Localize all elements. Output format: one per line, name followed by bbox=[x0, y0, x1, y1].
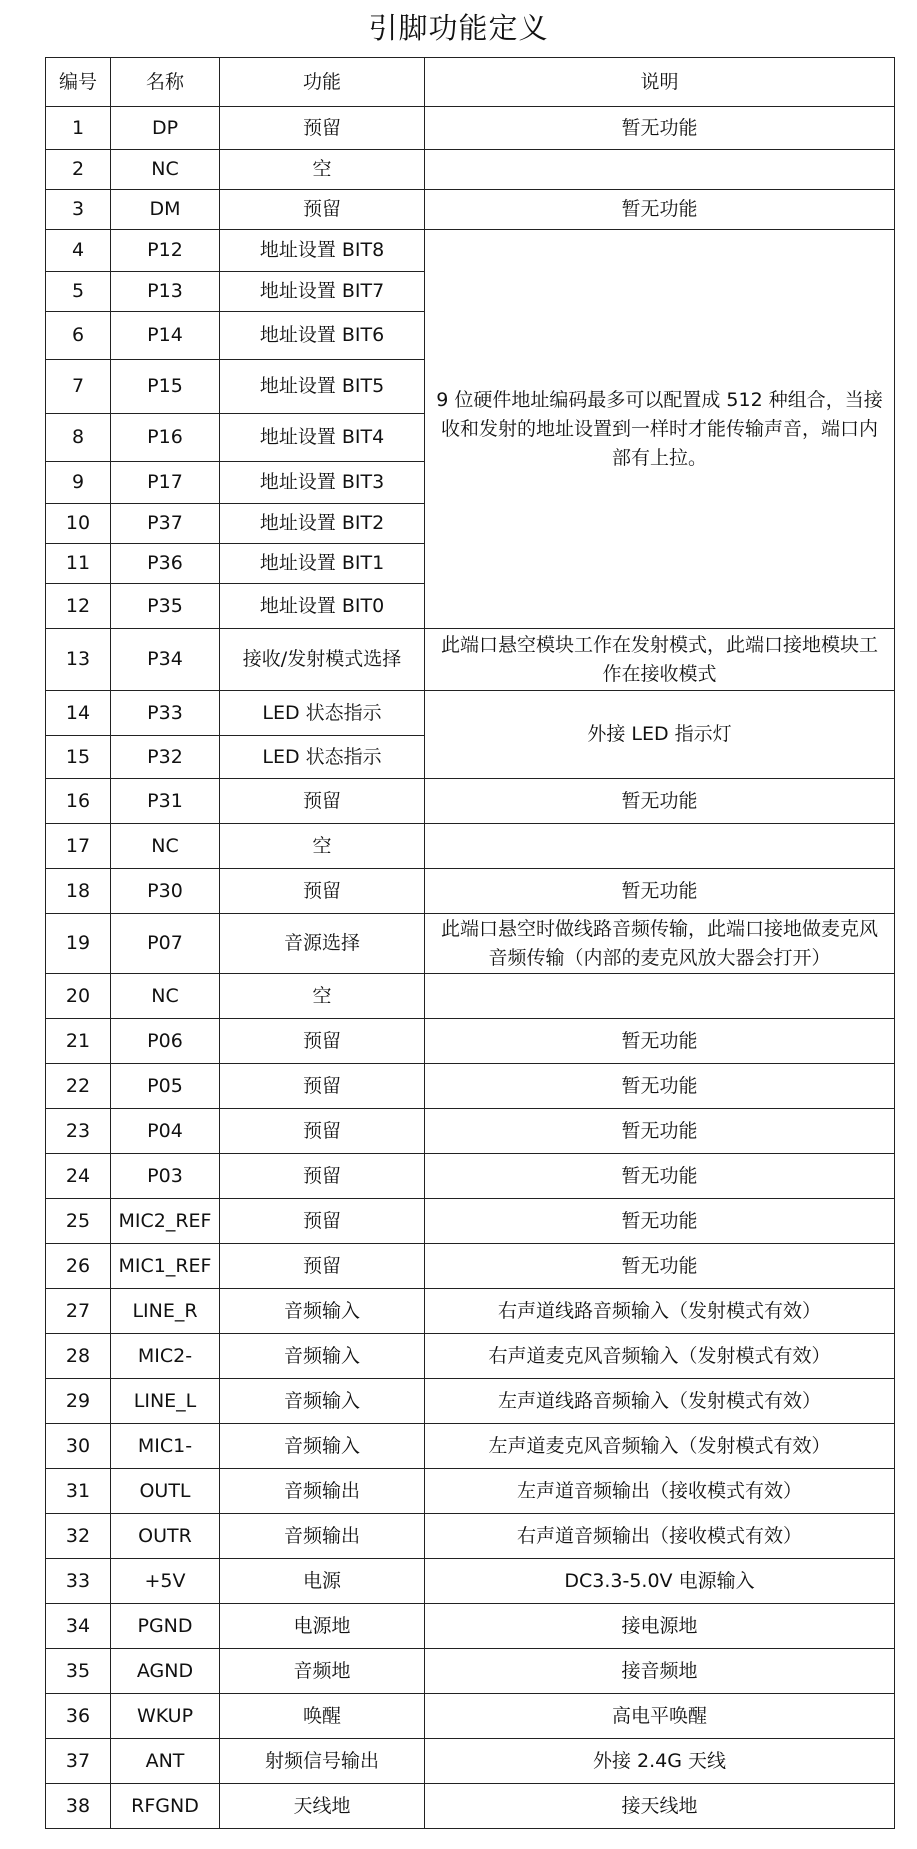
pin-function: 音频地 bbox=[220, 1649, 425, 1694]
pin-description: 接电源地 bbox=[425, 1604, 895, 1649]
pin-function: 地址设置 BIT5 bbox=[220, 360, 425, 414]
header-description: 说明 bbox=[425, 58, 895, 107]
pin-function: 音频输入 bbox=[220, 1289, 425, 1334]
pin-name: OUTR bbox=[111, 1514, 220, 1559]
pin-number: 6 bbox=[46, 312, 111, 360]
pin-function: 预留 bbox=[220, 1019, 425, 1064]
header-function: 功能 bbox=[220, 58, 425, 107]
pin-name: P30 bbox=[111, 869, 220, 914]
pin-name: P35 bbox=[111, 584, 220, 629]
pin-description bbox=[425, 150, 895, 190]
pin-number: 13 bbox=[46, 629, 111, 691]
pin-name: NC bbox=[111, 150, 220, 190]
pin-description: 左声道音频输出（接收模式有效） bbox=[425, 1469, 895, 1514]
table-row bbox=[46, 779, 895, 824]
pin-name: AGND bbox=[111, 1649, 220, 1694]
table-row bbox=[46, 1199, 895, 1244]
pin-number: 26 bbox=[46, 1244, 111, 1289]
pin-function: 预留 bbox=[220, 1154, 425, 1199]
header-number: 编号 bbox=[46, 58, 111, 107]
pin-function: 地址设置 BIT0 bbox=[220, 584, 425, 629]
pin-name: P17 bbox=[111, 462, 220, 504]
table-row bbox=[46, 974, 895, 1019]
pin-function: 音频输出 bbox=[220, 1514, 425, 1559]
pin-function: LED 状态指示 bbox=[220, 736, 425, 779]
pin-description: 此端口悬空模块工作在发射模式，此端口接地模块工作在接收模式 bbox=[425, 629, 895, 691]
pin-number: 18 bbox=[46, 869, 111, 914]
pin-name: P04 bbox=[111, 1109, 220, 1154]
pin-function: 天线地 bbox=[220, 1784, 425, 1829]
pin-name: P34 bbox=[111, 629, 220, 691]
table-row bbox=[46, 1559, 895, 1604]
pin-description bbox=[425, 824, 895, 869]
pin-number: 9 bbox=[46, 462, 111, 504]
pin-name: P14 bbox=[111, 312, 220, 360]
table-row bbox=[46, 1334, 895, 1379]
pin-function: 预留 bbox=[220, 1109, 425, 1154]
pin-number: 29 bbox=[46, 1379, 111, 1424]
pin-number: 25 bbox=[46, 1199, 111, 1244]
table-row bbox=[46, 1784, 895, 1829]
pin-name: P13 bbox=[111, 272, 220, 312]
table-row bbox=[46, 824, 895, 869]
pin-number: 14 bbox=[46, 691, 111, 736]
pin-description: 左声道线路音频输入（发射模式有效） bbox=[425, 1379, 895, 1424]
pin-name: P37 bbox=[111, 504, 220, 544]
table-body bbox=[46, 107, 895, 1829]
pin-function: 空 bbox=[220, 150, 425, 190]
pin-function: 音频输出 bbox=[220, 1469, 425, 1514]
pin-function: 预留 bbox=[220, 1199, 425, 1244]
pin-name: PGND bbox=[111, 1604, 220, 1649]
pin-number: 21 bbox=[46, 1019, 111, 1064]
pin-description: 接音频地 bbox=[425, 1649, 895, 1694]
pin-description: 右声道麦克风音频输入（发射模式有效） bbox=[425, 1334, 895, 1379]
pin-function: 预留 bbox=[220, 1244, 425, 1289]
pin-name: P03 bbox=[111, 1154, 220, 1199]
pin-name: WKUP bbox=[111, 1694, 220, 1739]
pin-number: 30 bbox=[46, 1424, 111, 1469]
pin-description: 暂无功能 bbox=[425, 1154, 895, 1199]
page-title: 引脚功能定义 bbox=[368, 11, 549, 45]
pin-name: P05 bbox=[111, 1064, 220, 1109]
pin-number: 33 bbox=[46, 1559, 111, 1604]
pin-number: 3 bbox=[46, 190, 111, 230]
pin-name: NC bbox=[111, 974, 220, 1019]
pin-function: 预留 bbox=[220, 190, 425, 230]
table-row bbox=[46, 914, 895, 974]
pin-function: 音频输入 bbox=[220, 1334, 425, 1379]
pin-number: 4 bbox=[46, 230, 111, 272]
pin-description: 暂无功能 bbox=[425, 107, 895, 150]
pin-description: 右声道音频输出（接收模式有效） bbox=[425, 1514, 895, 1559]
pin-number: 35 bbox=[46, 1649, 111, 1694]
pin-name: DM bbox=[111, 190, 220, 230]
pin-function: 唤醒 bbox=[220, 1694, 425, 1739]
pin-description bbox=[425, 974, 895, 1019]
pin-description: 暂无功能 bbox=[425, 190, 895, 230]
pin-name: P12 bbox=[111, 230, 220, 272]
pin-number: 20 bbox=[46, 974, 111, 1019]
pin-description: 暂无功能 bbox=[425, 1064, 895, 1109]
pin-name: P36 bbox=[111, 544, 220, 584]
table-row bbox=[46, 1469, 895, 1514]
table-row bbox=[46, 1289, 895, 1334]
pin-description: 暂无功能 bbox=[425, 1199, 895, 1244]
pin-number: 5 bbox=[46, 272, 111, 312]
table-row bbox=[46, 1109, 895, 1154]
pin-number: 31 bbox=[46, 1469, 111, 1514]
table-row bbox=[46, 629, 895, 691]
pin-function: 音频输入 bbox=[220, 1424, 425, 1469]
pin-number: 38 bbox=[46, 1784, 111, 1829]
pin-number: 7 bbox=[46, 360, 111, 414]
pin-name: P33 bbox=[111, 691, 220, 736]
pin-function: 电源 bbox=[220, 1559, 425, 1604]
header-name: 名称 bbox=[111, 58, 220, 107]
pin-description: 9 位硬件地址编码最多可以配置成 512 种组合，当接收和发射的地址设置到一样时才能传输声音，端口内部有上拉。 bbox=[425, 230, 895, 629]
pin-description: 接天线地 bbox=[425, 1784, 895, 1829]
table-row bbox=[46, 1739, 895, 1784]
table-row bbox=[46, 691, 895, 736]
pin-number: 1 bbox=[46, 107, 111, 150]
pin-function: 预留 bbox=[220, 107, 425, 150]
pin-name: RFGND bbox=[111, 1784, 220, 1829]
pin-name: P15 bbox=[111, 360, 220, 414]
pin-function: LED 状态指示 bbox=[220, 691, 425, 736]
pin-number: 24 bbox=[46, 1154, 111, 1199]
pin-function: 地址设置 BIT6 bbox=[220, 312, 425, 360]
table-row bbox=[46, 150, 895, 190]
pin-name: LINE_R bbox=[111, 1289, 220, 1334]
pin-name: OUTL bbox=[111, 1469, 220, 1514]
pin-description: 暂无功能 bbox=[425, 1019, 895, 1064]
table-row bbox=[46, 230, 895, 272]
table-row bbox=[46, 1649, 895, 1694]
pin-name: P07 bbox=[111, 914, 220, 974]
table-row bbox=[46, 1694, 895, 1739]
pin-function: 地址设置 BIT3 bbox=[220, 462, 425, 504]
table-row bbox=[46, 1064, 895, 1109]
table-row bbox=[46, 190, 895, 230]
table-row bbox=[46, 1514, 895, 1559]
pin-description: 暂无功能 bbox=[425, 779, 895, 824]
pin-number: 28 bbox=[46, 1334, 111, 1379]
pin-description: 暂无功能 bbox=[425, 869, 895, 914]
pin-description: 高电平唤醒 bbox=[425, 1694, 895, 1739]
table-row bbox=[46, 1604, 895, 1649]
pin-number: 19 bbox=[46, 914, 111, 974]
pin-name: P31 bbox=[111, 779, 220, 824]
pin-description: 外接 2.4G 天线 bbox=[425, 1739, 895, 1784]
table-row bbox=[46, 1379, 895, 1424]
pin-description: 暂无功能 bbox=[425, 1109, 895, 1154]
table-row bbox=[46, 1424, 895, 1469]
table-row bbox=[46, 869, 895, 914]
pin-name: +5V bbox=[111, 1559, 220, 1604]
pin-function: 射频信号输出 bbox=[220, 1739, 425, 1784]
pin-number: 11 bbox=[46, 544, 111, 584]
pin-description: 外接 LED 指示灯 bbox=[425, 691, 895, 779]
pin-function: 电源地 bbox=[220, 1604, 425, 1649]
pin-number: 15 bbox=[46, 736, 111, 779]
pin-function: 预留 bbox=[220, 779, 425, 824]
pin-function: 接收/发射模式选择 bbox=[220, 629, 425, 691]
table-row bbox=[46, 1019, 895, 1064]
pin-number: 34 bbox=[46, 1604, 111, 1649]
pin-number: 36 bbox=[46, 1694, 111, 1739]
pin-description: 右声道线路音频输入（发射模式有效） bbox=[425, 1289, 895, 1334]
pin-number: 10 bbox=[46, 504, 111, 544]
pin-name: P32 bbox=[111, 736, 220, 779]
pin-number: 2 bbox=[46, 150, 111, 190]
pin-function: 音频输入 bbox=[220, 1379, 425, 1424]
pin-name: MIC1- bbox=[111, 1424, 220, 1469]
pin-function: 地址设置 BIT8 bbox=[220, 230, 425, 272]
pin-name: DP bbox=[111, 107, 220, 150]
pin-function: 地址设置 BIT1 bbox=[220, 544, 425, 584]
pin-name: NC bbox=[111, 824, 220, 869]
pin-number: 17 bbox=[46, 824, 111, 869]
pin-definition-table bbox=[45, 57, 895, 1829]
pin-number: 27 bbox=[46, 1289, 111, 1334]
pin-number: 12 bbox=[46, 584, 111, 629]
pin-function: 地址设置 BIT2 bbox=[220, 504, 425, 544]
pin-function: 预留 bbox=[220, 1064, 425, 1109]
pin-function: 地址设置 BIT7 bbox=[220, 272, 425, 312]
pin-description: 此端口悬空时做线路音频传输，此端口接地做麦克风音频传输（内部的麦克风放大器会打开） bbox=[425, 914, 895, 974]
table-header-row bbox=[46, 58, 895, 107]
pin-number: 16 bbox=[46, 779, 111, 824]
pin-number: 23 bbox=[46, 1109, 111, 1154]
pin-description: DC3.3-5.0V 电源输入 bbox=[425, 1559, 895, 1604]
pin-description: 左声道麦克风音频输入（发射模式有效） bbox=[425, 1424, 895, 1469]
pin-number: 32 bbox=[46, 1514, 111, 1559]
pin-description: 暂无功能 bbox=[425, 1244, 895, 1289]
pin-number: 22 bbox=[46, 1064, 111, 1109]
pin-number: 37 bbox=[46, 1739, 111, 1784]
pin-function: 预留 bbox=[220, 869, 425, 914]
pin-name: MIC2- bbox=[111, 1334, 220, 1379]
pin-name: LINE_L bbox=[111, 1379, 220, 1424]
table-row bbox=[46, 1154, 895, 1199]
table-row bbox=[46, 1244, 895, 1289]
table-row bbox=[46, 107, 895, 150]
pin-function: 空 bbox=[220, 824, 425, 869]
pin-name: ANT bbox=[111, 1739, 220, 1784]
pin-function: 音源选择 bbox=[220, 914, 425, 974]
pin-name: P16 bbox=[111, 414, 220, 462]
pin-number: 8 bbox=[46, 414, 111, 462]
pin-function: 地址设置 BIT4 bbox=[220, 414, 425, 462]
pin-name: MIC1_REF bbox=[111, 1244, 220, 1289]
pin-name: MIC2_REF bbox=[111, 1199, 220, 1244]
pin-function: 空 bbox=[220, 974, 425, 1019]
pin-name: P06 bbox=[111, 1019, 220, 1064]
